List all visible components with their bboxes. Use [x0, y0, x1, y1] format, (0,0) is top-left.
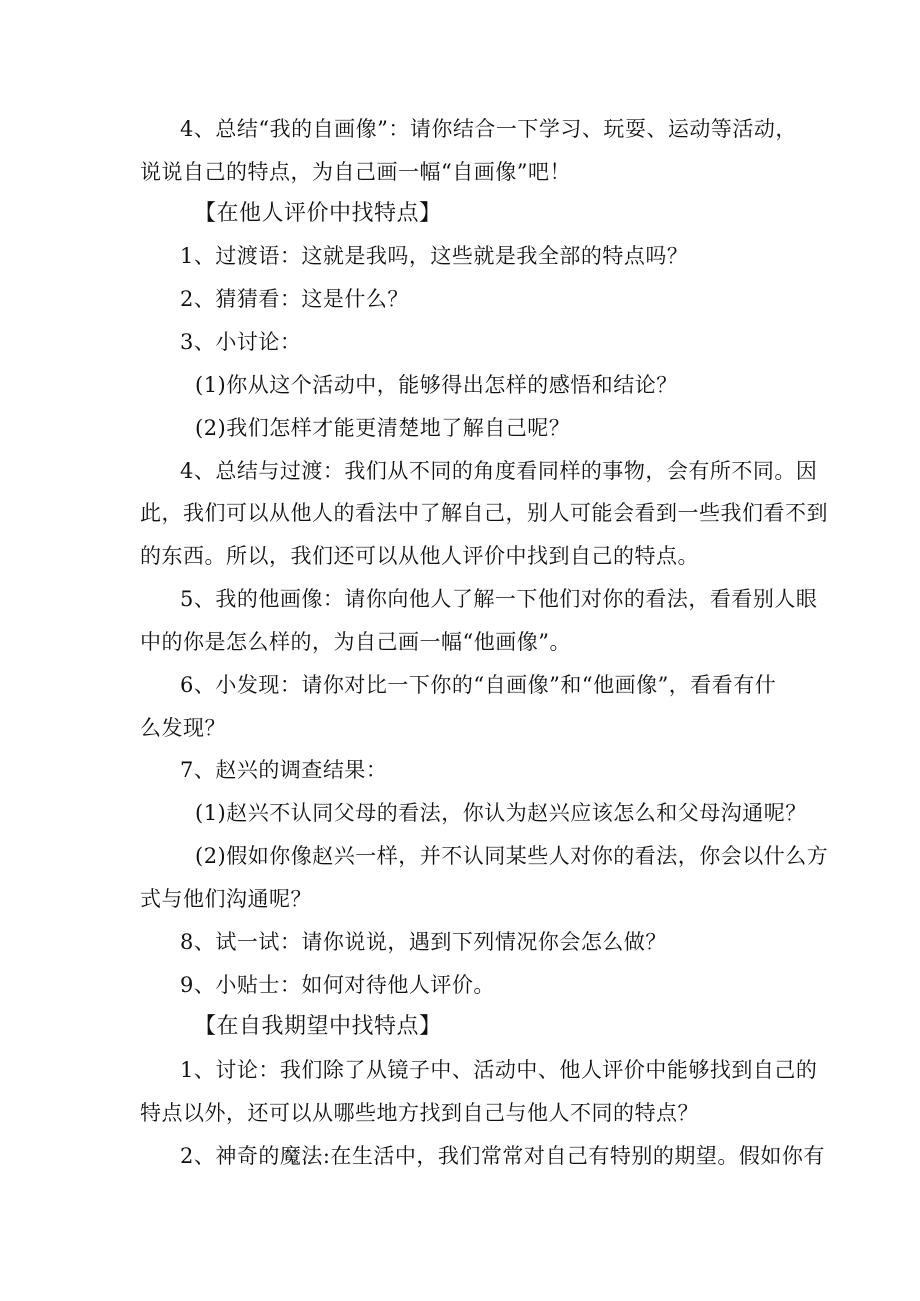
- paragraph-line: (2)假如你像赵兴一样，并不认同某些人对你的看法，你会以什么方: [195, 844, 829, 868]
- paragraph-line: 9、小贴士：如何对待他人评价。: [180, 973, 495, 997]
- paragraph-line: 5、我的他画像：请你向他人了解一下他们对你的看法，看看别人眼: [180, 587, 818, 611]
- section-heading: 【在自我期望中找特点】: [194, 1014, 442, 1039]
- paragraph-line: 说说自己的特点，为自己画一幅“自画像”吧！: [140, 160, 571, 184]
- paragraph-line: (2)我们怎样才能更清楚地了解自己呢？: [195, 416, 571, 440]
- paragraph-line: 8、试一试：请你说说，遇到下列情况你会怎么做？: [180, 930, 667, 954]
- paragraph-line: 中的你是怎么样的，为自己画一幅“他画像”。: [140, 630, 571, 654]
- paragraph-line: 4、总结与过渡：我们从不同的角度看同样的事物，会有所不同。因: [180, 459, 818, 483]
- paragraph-line: 式与他们沟通呢？: [140, 887, 312, 911]
- paragraph-line: 6、小发现：请你对比一下你的“自画像”和“他画像”，看看有什: [180, 673, 777, 697]
- paragraph-line: 2、猜猜看：这是什么？: [180, 287, 409, 311]
- paragraph-line: 1、过渡语：这就是我吗，这些就是我全部的特点吗？: [180, 244, 689, 268]
- paragraph-line: 7、赵兴的调查结果：: [180, 758, 388, 782]
- paragraph-line: 4、总结“我的自画像”：请你结合一下学习、玩耍、运动等活动，: [180, 117, 797, 141]
- paragraph-line: 么发现？: [140, 716, 226, 740]
- paragraph-line: 2、神奇的魔法:在生活中，我们常常对自己有特别的期望。假如你有: [180, 1144, 825, 1168]
- paragraph-line: (1)你从这个活动中，能够得出怎样的感悟和结论？: [195, 373, 678, 397]
- paragraph-line: 1、讨论：我们除了从镜子中、活动中、他人评价中能够找到自己的: [180, 1058, 818, 1082]
- paragraph-line: 此，我们可以从他人的看法中了解自己，别人可能会看到一些我们看不到: [140, 501, 828, 525]
- paragraph-line: 的东西。所以，我们还可以从他人评价中找到自己的特点。: [140, 544, 699, 568]
- paragraph-line: 3、小讨论：: [180, 330, 302, 354]
- paragraph-line: (1)赵兴不认同父母的看法，你认为赵兴应该怎么和父母沟通呢？: [195, 801, 807, 825]
- paragraph-line: 特点以外，还可以从哪些地方找到自己与他人不同的特点？: [140, 1101, 699, 1125]
- section-heading: 【在他人评价中找特点】: [194, 201, 442, 226]
